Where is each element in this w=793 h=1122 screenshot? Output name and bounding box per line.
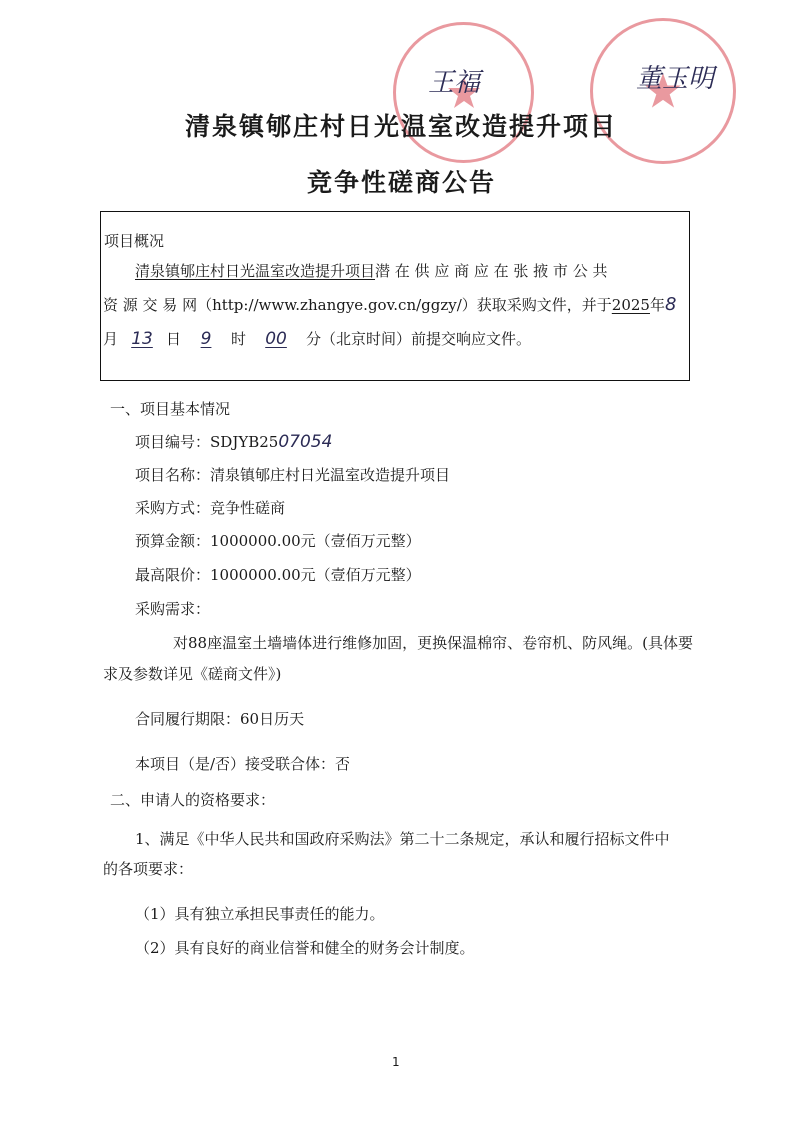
contract-period-line: 合同履行期限：60日历天 [135, 710, 305, 728]
demand-label: 采购需求： [135, 600, 211, 618]
overview-line1 [135, 260, 607, 281]
page-title: 清泉镇郇庄村日光温室改造提升项目 [185, 112, 618, 141]
signature-right: 董玉明 [636, 64, 715, 94]
procurement-method-line: 采购方式：竞争性磋商 [135, 499, 286, 517]
project-number-printed: SDJYB25 [210, 433, 279, 451]
deadline-day-unit: 日 [166, 330, 182, 348]
project-number-label: 项目编号： [135, 433, 211, 451]
overview-heading: 项目概况 [104, 232, 165, 250]
section1-heading: 一、项目基本情况 [110, 400, 231, 418]
overview-line2-text: 资 源 交 易 网（http://www.zhangye.gov.cn/ggzy/）获取采购文件，并于 [103, 296, 612, 314]
qualification-item1-line2: 的各项要求： [103, 860, 194, 878]
deadline-month-unit: 月 [103, 330, 119, 348]
deadline-hour: 9 [200, 329, 212, 349]
consortium-line: 本项目（是/否）接受联合体：否 [135, 755, 351, 773]
overview-line1-rest: 潜 在 供 应 商 应 在 张 掖 市 公 共 [375, 262, 608, 280]
project-name-line: 项目名称：清泉镇郇庄村日光温室改造提升项目 [135, 466, 451, 484]
deadline-month: 8 [665, 294, 677, 315]
overview-line3 [103, 328, 531, 349]
max-price-line: 最高限价：1000000.00元（壹佰万元整） [135, 566, 421, 584]
overview-line3-rest: 分（北京时间）前提交响应文件。 [306, 330, 532, 348]
deadline-year: 2025 [611, 296, 650, 314]
deadline-day: 13 [131, 329, 153, 349]
page-number: 1 [392, 1055, 400, 1069]
overview-line2 [103, 294, 676, 315]
demand-line2: 求及参数详见《磋商文件》) [103, 665, 282, 683]
signature-left: 王福 [428, 68, 481, 98]
page-subtitle: 竞争性磋商公告 [307, 168, 497, 197]
section2-heading: 二、申请人的资格要求： [110, 791, 276, 809]
deadline-minute: 00 [265, 329, 287, 349]
project-number-handwritten: 07054 [278, 432, 333, 452]
demand-line1: 对88座温室土墙墙体进行维修加固，更换保温棉帘、卷帘机、防风绳。(具体要 [173, 634, 693, 652]
overview-project-name: 清泉镇郇庄村日光温室改造提升项目 [135, 262, 376, 280]
qualification-sub1: （1）具有独立承担民事责任的能力。 [135, 905, 385, 923]
qualification-sub2: （2）具有良好的商业信誉和健全的财务会计制度。 [135, 939, 475, 957]
qualification-item1-line1: 1、满足《中华人民共和国政府采购法》第二十二条规定，承认和履行招标文件中 [135, 830, 670, 848]
project-number [135, 431, 332, 452]
deadline-hour-unit: 时 [231, 330, 247, 348]
deadline-year-unit: 年 [649, 296, 665, 314]
budget-line: 预算金额：1000000.00元（壹佰万元整） [135, 532, 421, 550]
